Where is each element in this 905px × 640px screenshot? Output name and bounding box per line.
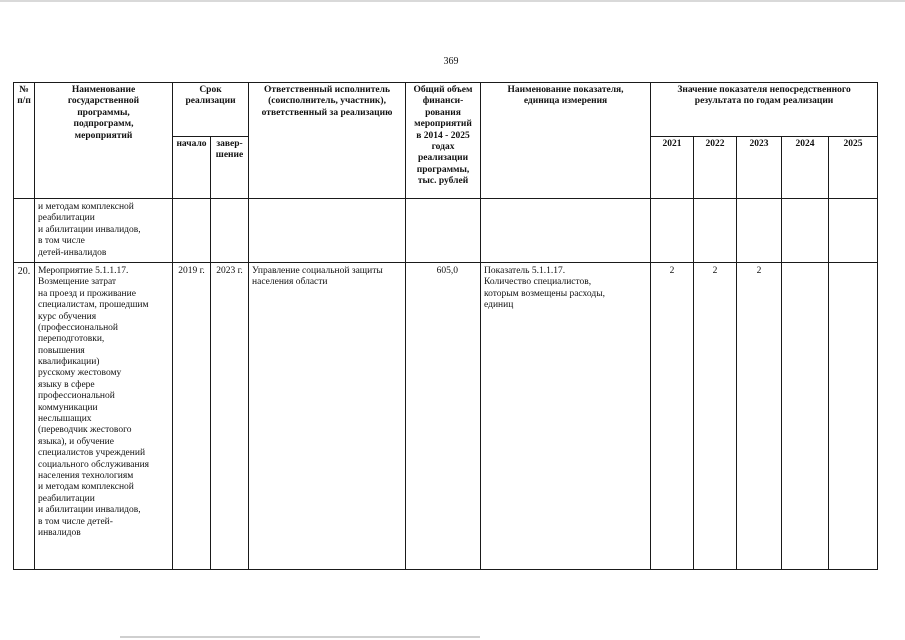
- row-executor: Управление социальной защиты населения области: [249, 262, 406, 569]
- row-indicator: Показатель 5.1.1.17. Количество специалистов, которым возмещены расходы, единиц: [481, 262, 651, 569]
- header-num: № п/п: [14, 83, 35, 199]
- header-term: Срок реализации: [173, 83, 249, 137]
- row-num: [14, 199, 35, 263]
- header-year-2021: 2021: [651, 137, 694, 199]
- row-executor: [249, 199, 406, 263]
- row-value-2021: [651, 199, 694, 263]
- row-value-2024: [782, 199, 829, 263]
- program-table: [13, 82, 878, 570]
- header-indicator: Наименование показателя, единица измерения: [481, 83, 651, 199]
- row-value-2025: [829, 262, 878, 569]
- header-volume: Общий объем финанси- рования мероприятий в 2014 - 2025 годах реализации программы, тыс. рублей: [406, 83, 481, 199]
- row-end: 2023 г.: [211, 262, 249, 569]
- row-start: 2019 г.: [173, 262, 211, 569]
- row-value-2021: 2: [651, 262, 694, 569]
- header-year-2022: 2022: [694, 137, 737, 199]
- table-row: [14, 262, 878, 569]
- scan-edge-top: [0, 0, 905, 2]
- scan-edge-bottom: [120, 636, 480, 638]
- row-indicator: [481, 199, 651, 263]
- row-volume: 605,0: [406, 262, 481, 569]
- header-year-2024: 2024: [782, 137, 829, 199]
- header-row-top: [14, 83, 878, 137]
- row-value-2025: [829, 199, 878, 263]
- row-value-2022: [694, 199, 737, 263]
- row-end: [211, 199, 249, 263]
- row-value-2022: 2: [694, 262, 737, 569]
- row-name: и методам комплексной реабилитации и абилитации инвалидов, в том числе детей-инвалидов: [35, 199, 173, 263]
- header-year-2025: 2025: [829, 137, 878, 199]
- header-values: Значение показателя непосредственного результата по годам реализации: [651, 83, 878, 137]
- header-executor: Ответственный исполнитель (соисполнитель, участник), ответственный за реализацию: [249, 83, 406, 199]
- header-year-2023: 2023: [737, 137, 782, 199]
- table-row: [14, 199, 878, 263]
- header-program: Наименование государственной программы, подпрограмм, мероприятий: [35, 83, 173, 199]
- row-start: [173, 199, 211, 263]
- page-number: 369: [443, 56, 459, 67]
- header-term-end: завер- шение: [211, 137, 249, 199]
- row-num: 20.: [14, 262, 35, 569]
- row-value-2023: 2: [737, 262, 782, 569]
- row-value-2024: [782, 262, 829, 569]
- header-term-start: начало: [173, 137, 211, 199]
- row-name: Мероприятие 5.1.1.17. Возмещение затрат на проезд и проживание специалистам, прошедшим курс обучения (профессиональной переподготовки, повышения квалификации) русскому жестовому языку в сфере профессиональной коммуникации неслышащих (переводчик жестового языка), и обучение специалистов учреждений социального обслуживания населения технологиям и методам комплексной реабилитации и абилитации инвалидов, в том числе детей- инвалидов: [35, 262, 173, 569]
- row-volume: [406, 199, 481, 263]
- row-value-2023: [737, 199, 782, 263]
